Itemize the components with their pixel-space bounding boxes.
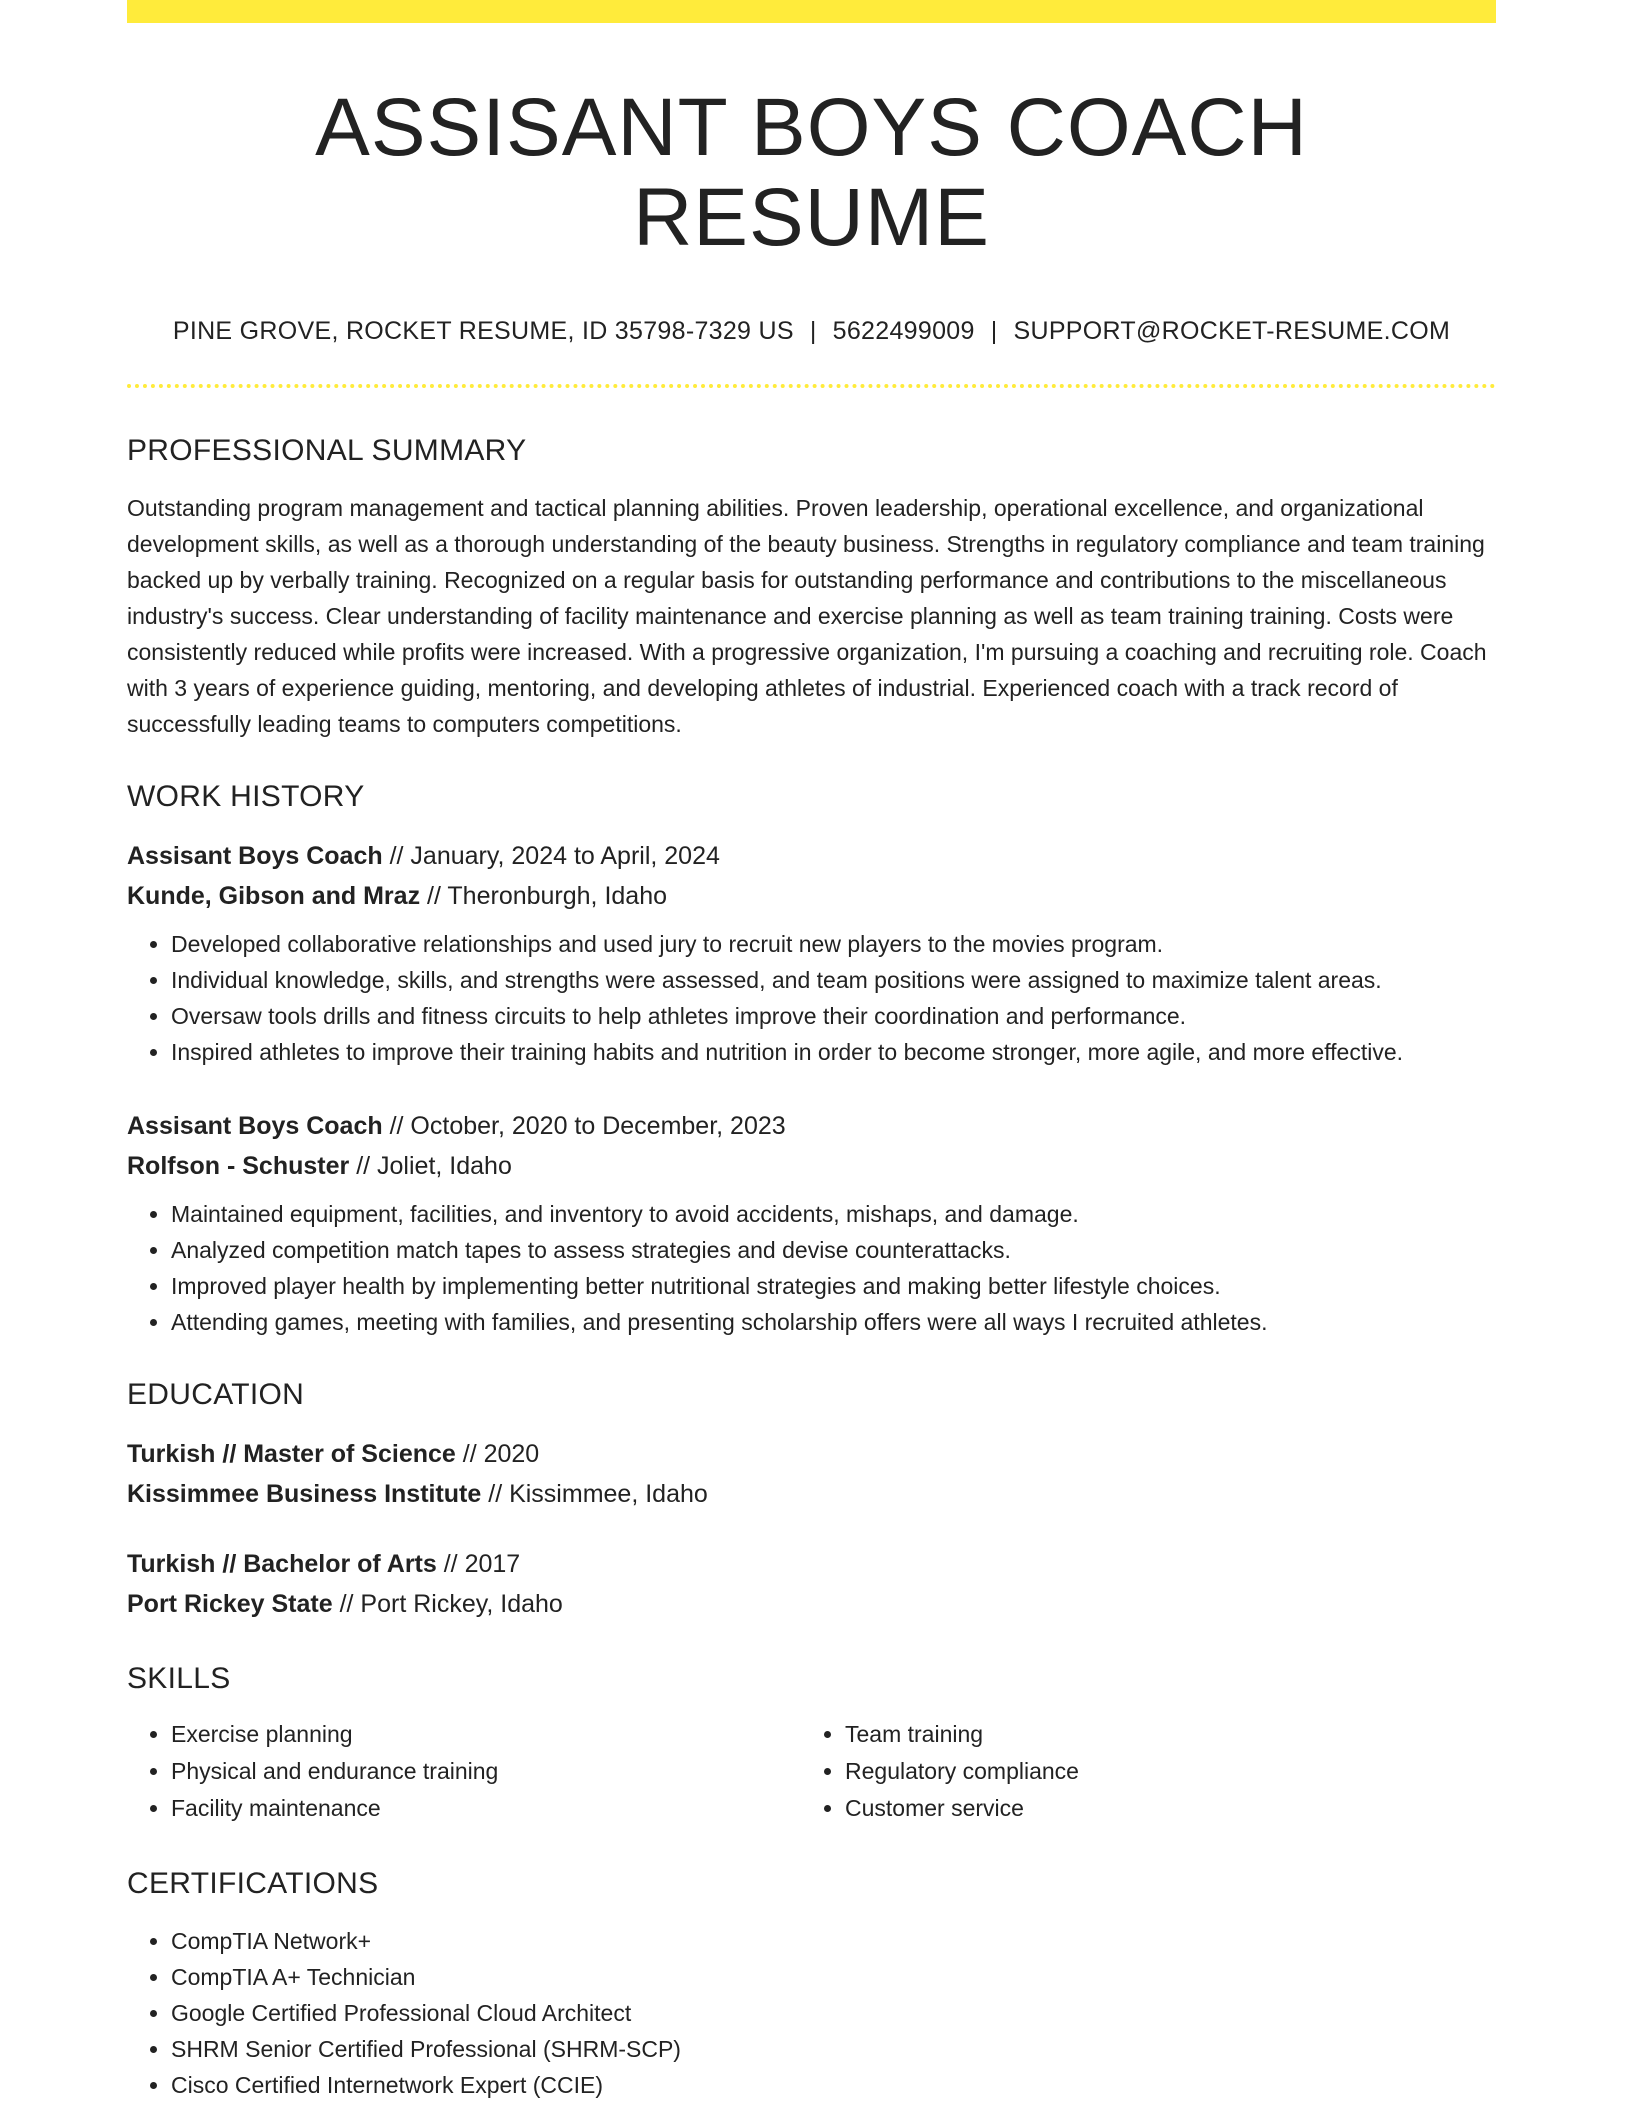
- education-degree: Turkish // Master of Science: [127, 1440, 456, 1469]
- list-item: • CompTIA Network+: [171, 1923, 1496, 1959]
- list-item: • Exercise planning: [171, 1716, 801, 1753]
- job-dates: // January, 2024 to April, 2024: [382, 842, 720, 871]
- education-degree-line: [127, 1434, 1496, 1474]
- list-item: • Regulatory compliance: [845, 1753, 1475, 1790]
- list-item: • Developed collaborative relationships and used jury to recruit new players to the movies program.: [171, 926, 1496, 962]
- job-company: Kunde, Gibson and Mraz: [127, 882, 421, 911]
- job-entry: [127, 836, 1496, 1070]
- education-degree: Turkish // Bachelor of Arts: [127, 1550, 437, 1579]
- section-title-certifications: CERTIFICATIONS: [127, 1867, 379, 1901]
- list-item: • Team training: [845, 1716, 1475, 1753]
- list-item: • Oversaw tools drills and fitness circuits to help athletes improve their coordination and performance.: [171, 998, 1496, 1034]
- job-location: // Joliet, Idaho: [349, 1152, 512, 1181]
- job-company: Rolfson - Schuster: [127, 1152, 350, 1181]
- skills-column-right: [801, 1716, 1475, 1827]
- job-company-line: [127, 1146, 1496, 1186]
- skills-grid: [127, 1716, 1496, 1827]
- contact-email: SUPPORT@ROCKET-RESUME.COM: [1013, 317, 1451, 346]
- job-entry: [127, 1106, 1496, 1340]
- education-degree-line: [127, 1544, 1496, 1584]
- list-item: • Individual knowledge, skills, and strengths were assessed, and team positions were assigned to maximize talent areas.: [171, 962, 1496, 998]
- list-item: • Cisco Certified Internetwork Expert (CCIE): [171, 2067, 1496, 2103]
- list-item: • SHRM Senior Certified Professional (SHRM-SCP): [171, 2031, 1496, 2067]
- job-company-line: [127, 876, 1496, 916]
- dotted-divider: [127, 384, 1496, 388]
- education-location: // Port Rickey, Idaho: [332, 1590, 563, 1619]
- list-item: • Facility maintenance: [171, 1790, 801, 1827]
- contact-separator: |: [809, 317, 817, 346]
- resume-title: ASSISANT BOYS COACH RESUME: [315, 82, 1308, 264]
- education-school: Kissimmee Business Institute: [127, 1480, 482, 1509]
- education-year: // 2020: [455, 1440, 540, 1469]
- section-title-work-history: WORK HISTORY: [127, 780, 365, 814]
- contact-phone: 5622499009: [832, 317, 975, 346]
- section-title-education: EDUCATION: [127, 1378, 305, 1412]
- list-item: • Analyzed competition match tapes to assess strategies and devise counterattacks.: [171, 1232, 1496, 1268]
- education-school-line: [127, 1584, 1496, 1624]
- top-accent-bar: [127, 0, 1496, 23]
- contact-separator: |: [990, 317, 998, 346]
- job-bullets: [127, 1196, 1496, 1340]
- job-location: // Theronburgh, Idaho: [420, 882, 668, 911]
- education-year: // 2017: [436, 1550, 521, 1579]
- list-item: • Attending games, meeting with families, and presenting scholarship offers were all ways I recruited athletes.: [171, 1304, 1496, 1340]
- job-role: Assisant Boys Coach: [127, 842, 383, 871]
- resume-page: [127, 0, 1496, 2103]
- education-school-line: [127, 1474, 1496, 1514]
- job-dates: // October, 2020 to December, 2023: [382, 1112, 786, 1141]
- contact-address: PINE GROVE, ROCKET RESUME, ID 35798-7329 US: [172, 317, 794, 346]
- job-role: Assisant Boys Coach: [127, 1112, 383, 1141]
- summary-text: Outstanding program management and tactical planning abilities. Proven leadership, operational excellence, and organizational development skills, as well as a thorough understanding of the beauty business. Strengths in regulatory compliance and team training backed up by verbally training. Recognized on a regular basis for outstanding performance and contributions to the miscellaneous industry's success. Clear understanding of facility maintenance and exercise planning as well as team training training. Costs were consistently reduced while profits were increased. With a progressive organization, I'm pursuing a coaching and recruiting role. Coach with 3 years of experience guiding, mentoring, and developing athletes of industrial. Experienced coach with a track record of successfully leading teams to computers competitions.: [127, 495, 1487, 738]
- list-item: • Maintained equipment, facilities, and inventory to avoid accidents, mishaps, and damage.: [171, 1196, 1496, 1232]
- list-item: • Inspired athletes to improve their training habits and nutrition in order to become stronger, more agile, and more effective.: [171, 1034, 1496, 1070]
- job-bullets: [127, 926, 1496, 1070]
- education-entry: [127, 1434, 1496, 1514]
- list-item: • Google Certified Professional Cloud Architect: [171, 1995, 1496, 2031]
- contact-line: [127, 317, 1496, 346]
- section-title-skills: SKILLS: [127, 1662, 231, 1696]
- education-location: // Kissimmee, Idaho: [481, 1480, 708, 1509]
- job-role-line: [127, 836, 1496, 876]
- education-school: Port Rickey State: [127, 1590, 333, 1619]
- list-item: • Improved player health by implementing better nutritional strategies and making better lifestyle choices.: [171, 1268, 1496, 1304]
- skills-column-left: [127, 1716, 801, 1827]
- list-item: • Customer service: [845, 1790, 1475, 1827]
- section-title-summary: PROFESSIONAL SUMMARY: [127, 434, 527, 468]
- certifications-list: [127, 1923, 1496, 2103]
- job-role-line: [127, 1106, 1496, 1146]
- education-entry: [127, 1544, 1496, 1624]
- list-item: • Physical and endurance training: [171, 1753, 801, 1790]
- list-item: • CompTIA A+ Technician: [171, 1959, 1496, 1995]
